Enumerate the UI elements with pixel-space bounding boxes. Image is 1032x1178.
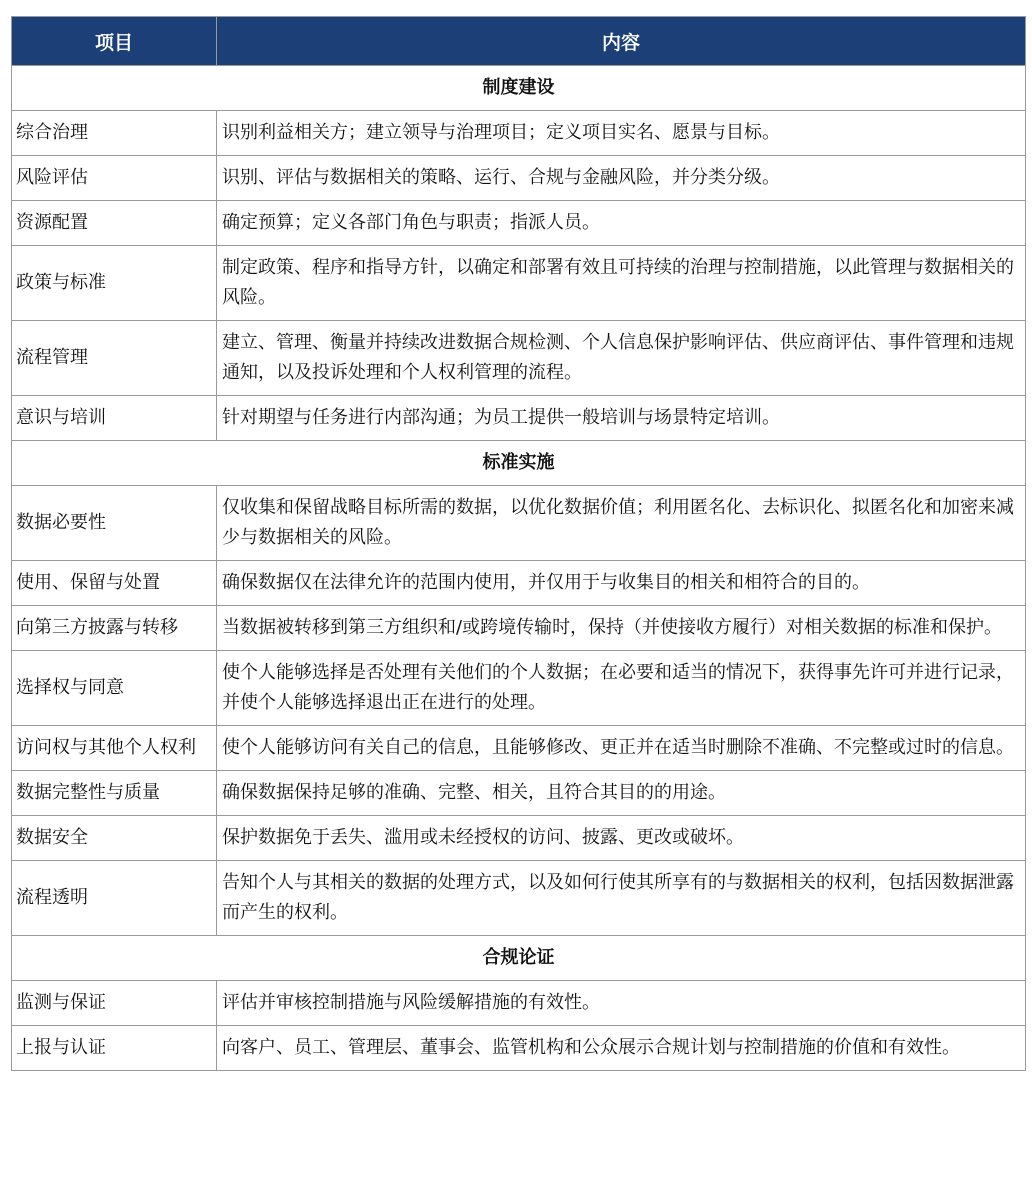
row-item: 资源配置 (12, 201, 217, 246)
header-col-content: 内容 (217, 17, 1026, 66)
row-item: 上报与认证 (12, 1026, 217, 1071)
table-row (12, 156, 1026, 201)
row-item: 风险评估 (12, 156, 217, 201)
table-row (12, 651, 1026, 726)
table-row (12, 561, 1026, 606)
row-content: 确定预算；定义各部门角色与职责；指派人员。 (217, 201, 1026, 246)
row-content: 使个人能够选择是否处理有关他们的个人数据；在必要和适当的情况下，获得事先许可并进行记录，并使个人能够选择退出正在进行的处理。 (217, 651, 1026, 726)
row-item: 选择权与同意 (12, 651, 217, 726)
row-content: 确保数据保持足够的准确、完整、相关，且符合其目的的用途。 (217, 771, 1026, 816)
table-row (12, 861, 1026, 936)
table-row (12, 111, 1026, 156)
row-content: 识别、评估与数据相关的策略、运行、合规与金融风险，并分类分级。 (217, 156, 1026, 201)
table-header (12, 17, 1026, 66)
row-item: 流程管理 (12, 321, 217, 396)
section-row (12, 936, 1026, 981)
header-row (12, 17, 1026, 66)
row-content: 当数据被转移到第三方组织和/或跨境传输时，保持（并使接收方履行）对相关数据的标准和保护。 (217, 606, 1026, 651)
section-row (12, 66, 1026, 111)
row-item: 意识与培训 (12, 396, 217, 441)
table-row (12, 606, 1026, 651)
table-row (12, 981, 1026, 1026)
row-content: 识别利益相关方；建立领导与治理项目；定义项目实名、愿景与目标。 (217, 111, 1026, 156)
header-col-item: 项目 (12, 17, 217, 66)
row-item: 政策与标准 (12, 246, 217, 321)
table-row (12, 1026, 1026, 1071)
section-title: 制度建设 (12, 66, 1026, 111)
table-row (12, 201, 1026, 246)
table-body (12, 66, 1026, 1071)
section-row (12, 441, 1026, 486)
governance-table (11, 16, 1026, 1071)
row-content: 告知个人与其相关的数据的处理方式，以及如何行使其所享有的与数据相关的权利，包括因数据泄露而产生的权利。 (217, 861, 1026, 936)
row-content: 确保数据仅在法律允许的范围内使用，并仅用于与收集目的相关和相符合的目的。 (217, 561, 1026, 606)
row-item: 数据必要性 (12, 486, 217, 561)
row-item: 综合治理 (12, 111, 217, 156)
row-item: 数据安全 (12, 816, 217, 861)
row-content: 仅收集和保留战略目标所需的数据，以优化数据价值；利用匿名化、去标识化、拟匿名化和加密来减少与数据相关的风险。 (217, 486, 1026, 561)
table-row (12, 726, 1026, 771)
row-content: 向客户、员工、管理层、董事会、监管机构和公众展示合规计划与控制措施的价值和有效性。 (217, 1026, 1026, 1071)
row-item: 向第三方披露与转移 (12, 606, 217, 651)
row-item: 使用、保留与处置 (12, 561, 217, 606)
row-content: 制定政策、程序和指导方针，以确定和部署有效且可持续的治理与控制措施，以此管理与数据相关的风险。 (217, 246, 1026, 321)
table-row (12, 396, 1026, 441)
governance-table-container (11, 16, 1025, 1071)
table-row (12, 816, 1026, 861)
table-row (12, 246, 1026, 321)
row-content: 针对期望与任务进行内部沟通；为员工提供一般培训与场景特定培训。 (217, 396, 1026, 441)
row-content: 建立、管理、衡量并持续改进数据合规检测、个人信息保护影响评估、供应商评估、事件管理和违规通知，以及投诉处理和个人权利管理的流程。 (217, 321, 1026, 396)
table-row (12, 486, 1026, 561)
row-item: 数据完整性与质量 (12, 771, 217, 816)
row-content: 评估并审核控制措施与风险缓解措施的有效性。 (217, 981, 1026, 1026)
row-item: 监测与保证 (12, 981, 217, 1026)
table-row (12, 321, 1026, 396)
row-content: 使个人能够访问有关自己的信息，且能够修改、更正并在适当时删除不准确、不完整或过时的信息。 (217, 726, 1026, 771)
table-row (12, 771, 1026, 816)
section-title: 标准实施 (12, 441, 1026, 486)
row-item: 访问权与其他个人权利 (12, 726, 217, 771)
row-item: 流程透明 (12, 861, 217, 936)
row-content: 保护数据免于丢失、滥用或未经授权的访问、披露、更改或破坏。 (217, 816, 1026, 861)
section-title: 合规论证 (12, 936, 1026, 981)
